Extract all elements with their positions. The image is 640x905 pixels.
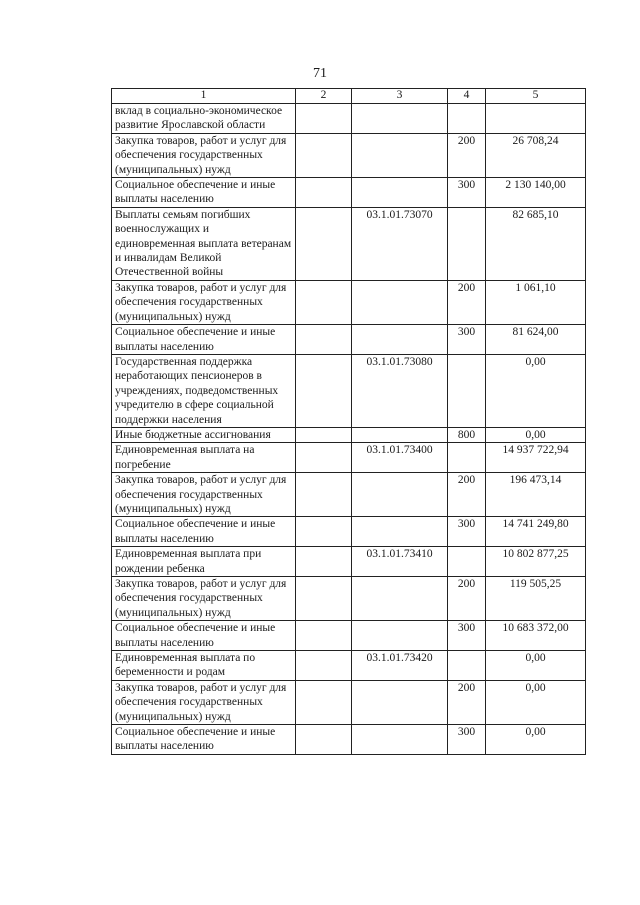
row-empty-cell (296, 651, 352, 681)
row-empty-cell (296, 577, 352, 621)
row-name-cell: Единовременная выплата на погребение (112, 443, 296, 473)
table-body (112, 104, 586, 755)
column-header: 2 (296, 89, 352, 104)
row-expense-type-cell: 200 (448, 133, 486, 177)
row-code-cell (352, 473, 448, 517)
row-code-cell (352, 577, 448, 621)
row-name-cell: Закупка товаров, работ и услуг для обеспечения государственных (муниципальных) нужд (112, 577, 296, 621)
table-row (112, 651, 586, 681)
table-row (112, 207, 586, 280)
row-empty-cell (296, 427, 352, 442)
row-amount-cell: 10 683 372,00 (486, 621, 586, 651)
row-expense-type-cell: 300 (448, 178, 486, 208)
row-name-cell: Выплаты семьям погибших военнослужащих и единовременная выплата ветеранам и инвалидам Великой Отечественной войны (112, 207, 296, 280)
row-code-cell: 03.1.01.73070 (352, 207, 448, 280)
table-row (112, 621, 586, 651)
row-empty-cell (296, 443, 352, 473)
row-amount-cell: 0,00 (486, 725, 586, 755)
row-code-cell (352, 621, 448, 651)
row-empty-cell (296, 178, 352, 208)
table-row (112, 443, 586, 473)
row-empty-cell (296, 280, 352, 324)
row-name-cell: Единовременная выплата по беременности и родам (112, 651, 296, 681)
budget-table (111, 88, 586, 755)
row-amount-cell: 14 937 722,94 (486, 443, 586, 473)
row-amount-cell: 26 708,24 (486, 133, 586, 177)
row-code-cell (352, 680, 448, 724)
row-amount-cell: 119 505,25 (486, 577, 586, 621)
row-expense-type-cell: 200 (448, 473, 486, 517)
row-empty-cell (296, 621, 352, 651)
row-expense-type-cell (448, 104, 486, 134)
row-name-cell: Закупка товаров, работ и услуг для обеспечения государственных (муниципальных) нужд (112, 680, 296, 724)
column-header: 5 (486, 89, 586, 104)
row-name-cell: Государственная поддержка неработающих пенсионеров в учреждениях, подведомственных учредителю в сфере социальной поддержки населения (112, 354, 296, 427)
row-amount-cell: 82 685,10 (486, 207, 586, 280)
column-header: 3 (352, 89, 448, 104)
row-amount-cell: 0,00 (486, 680, 586, 724)
row-name-cell: Социальное обеспечение и иные выплаты населению (112, 178, 296, 208)
row-name-cell: Иные бюджетные ассигнования (112, 427, 296, 442)
row-expense-type-cell: 300 (448, 325, 486, 355)
row-empty-cell (296, 517, 352, 547)
table-row (112, 427, 586, 442)
row-expense-type-cell (448, 443, 486, 473)
row-code-cell (352, 104, 448, 134)
row-expense-type-cell: 200 (448, 577, 486, 621)
row-amount-cell (486, 104, 586, 134)
row-code-cell (352, 178, 448, 208)
table-row (112, 280, 586, 324)
table-row (112, 104, 586, 134)
row-name-cell: вклад в социально-экономическое развитие Ярославской области (112, 104, 296, 134)
table-row (112, 547, 586, 577)
table-row (112, 178, 586, 208)
row-expense-type-cell: 300 (448, 621, 486, 651)
row-expense-type-cell: 300 (448, 517, 486, 547)
row-amount-cell: 14 741 249,80 (486, 517, 586, 547)
row-amount-cell: 1 061,10 (486, 280, 586, 324)
row-expense-type-cell: 200 (448, 680, 486, 724)
row-amount-cell: 10 802 877,25 (486, 547, 586, 577)
table-header-row (112, 89, 586, 104)
row-amount-cell: 0,00 (486, 427, 586, 442)
row-name-cell: Единовременная выплата при рождении ребенка (112, 547, 296, 577)
row-amount-cell: 81 624,00 (486, 325, 586, 355)
row-code-cell: 03.1.01.73420 (352, 651, 448, 681)
table-row (112, 725, 586, 755)
row-empty-cell (296, 207, 352, 280)
page-number: 71 (313, 66, 327, 81)
row-empty-cell (296, 473, 352, 517)
column-header: 4 (448, 89, 486, 104)
column-header: 1 (112, 89, 296, 104)
row-expense-type-cell: 800 (448, 427, 486, 442)
row-expense-type-cell (448, 547, 486, 577)
row-code-cell (352, 325, 448, 355)
row-name-cell: Социальное обеспечение и иные выплаты населению (112, 517, 296, 547)
row-name-cell: Закупка товаров, работ и услуг для обеспечения государственных (муниципальных) нужд (112, 133, 296, 177)
row-expense-type-cell (448, 354, 486, 427)
row-code-cell: 03.1.01.73410 (352, 547, 448, 577)
row-empty-cell (296, 104, 352, 134)
row-amount-cell: 2 130 140,00 (486, 178, 586, 208)
row-name-cell: Закупка товаров, работ и услуг для обеспечения государственных (муниципальных) нужд (112, 280, 296, 324)
row-code-cell: 03.1.01.73080 (352, 354, 448, 427)
row-name-cell: Социальное обеспечение и иные выплаты населению (112, 621, 296, 651)
row-expense-type-cell: 200 (448, 280, 486, 324)
row-amount-cell: 0,00 (486, 354, 586, 427)
table-row (112, 325, 586, 355)
row-name-cell: Закупка товаров, работ и услуг для обеспечения государственных (муниципальных) нужд (112, 473, 296, 517)
table-row (112, 517, 586, 547)
table-row (112, 577, 586, 621)
row-empty-cell (296, 547, 352, 577)
row-empty-cell (296, 354, 352, 427)
row-code-cell: 03.1.01.73400 (352, 443, 448, 473)
row-empty-cell (296, 133, 352, 177)
table-row (112, 354, 586, 427)
row-expense-type-cell (448, 651, 486, 681)
row-expense-type-cell (448, 207, 486, 280)
row-amount-cell: 0,00 (486, 651, 586, 681)
row-empty-cell (296, 725, 352, 755)
row-code-cell (352, 280, 448, 324)
row-code-cell (352, 725, 448, 755)
row-code-cell (352, 517, 448, 547)
row-code-cell (352, 427, 448, 442)
row-name-cell: Социальное обеспечение и иные выплаты населению (112, 725, 296, 755)
row-amount-cell: 196 473,14 (486, 473, 586, 517)
row-name-cell: Социальное обеспечение и иные выплаты населению (112, 325, 296, 355)
table-row (112, 680, 586, 724)
row-expense-type-cell: 300 (448, 725, 486, 755)
row-empty-cell (296, 680, 352, 724)
table-row (112, 133, 586, 177)
table-row (112, 473, 586, 517)
row-empty-cell (296, 325, 352, 355)
row-code-cell (352, 133, 448, 177)
